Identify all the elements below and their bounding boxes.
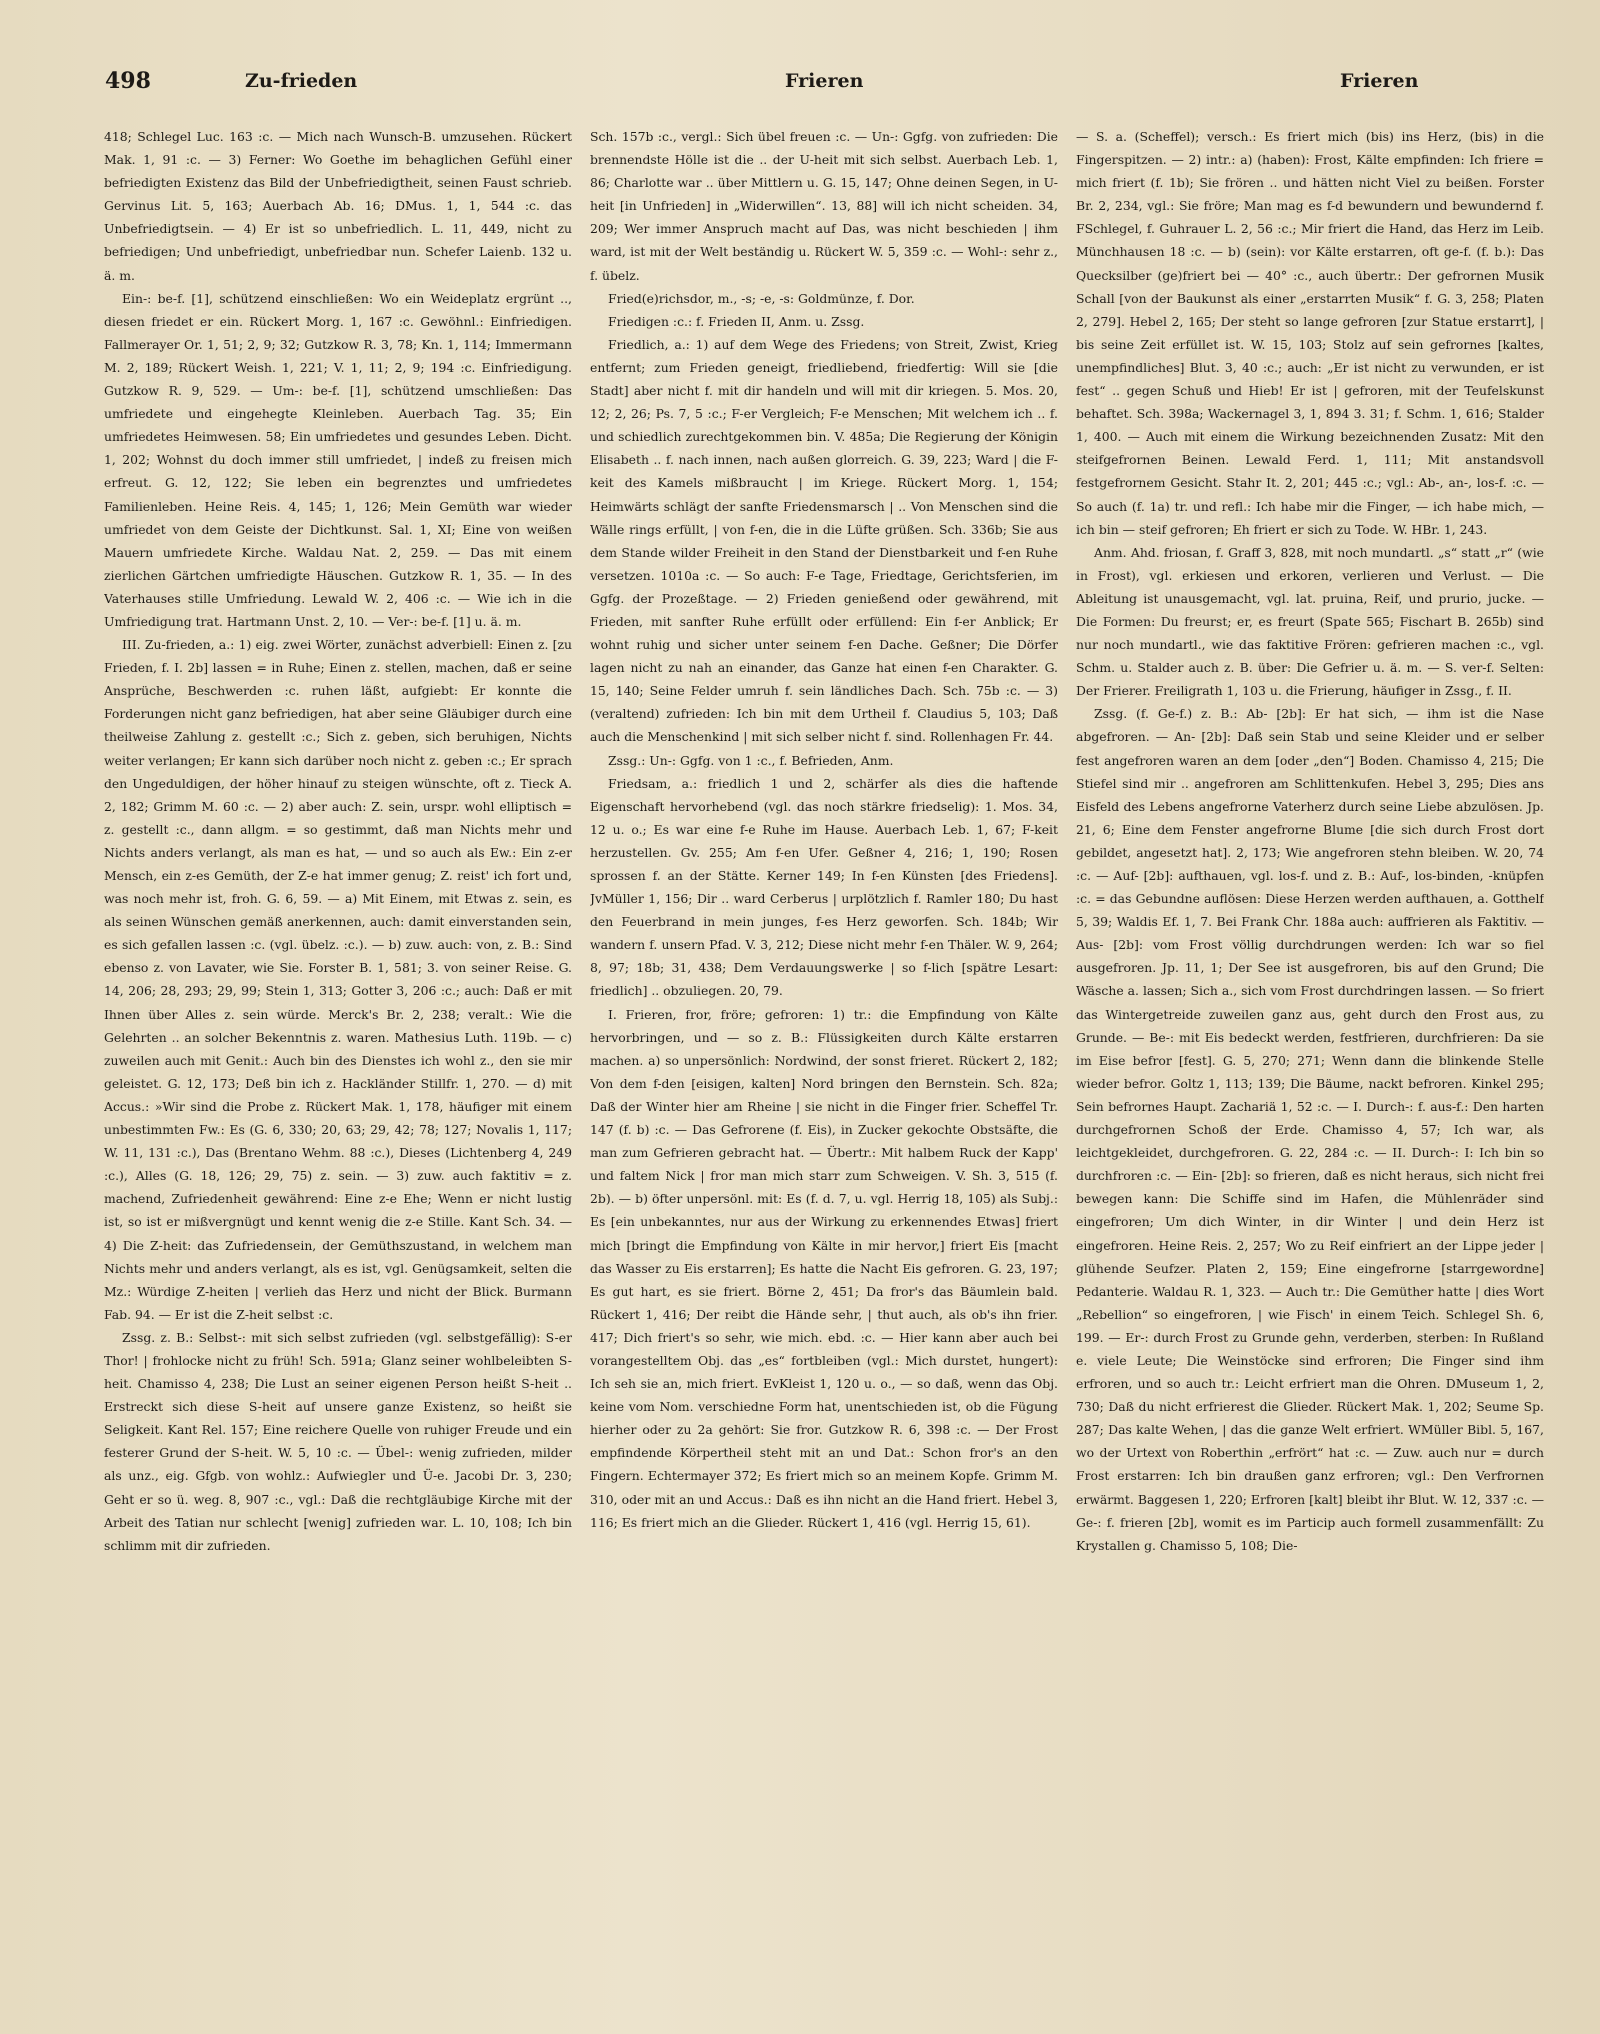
running-header: [105, 68, 1550, 108]
dictionary-entry-paragraph: Friedsam, a.: friedlich 1 und 2, schärfer als dies die haftende Eigenschaft hervorhebend (vgl. das noch stärkre friedselig): 1. Mos. 34, 12 u. o.; Es war eine f-e Ruhe im Hause. Auerbach Leb. 1, 67; F-keit herzustellen. Gv. 255; Am f-en Ufer. Geßner 4, 216; 1, 190; Rosen sprossen f. an der Stätte. Kerner 149; In f-en Künsten [des Friedens]. JvMüller 1, 156; Dir .. ward Cerberus | urplötzlich f. Ramler 180; Du hast den Feuerbrand in mein junges, f-es Herz geworfen. Sch. 184b; Wir wandern f. unsern Pfad. V. 3, 212; Diese nicht mehr f-en Thäler. W. 9, 264; 8, 97; 18b; 31, 438; Dem Verdauungswerke | so f-lich [spätre Lesart: friedlich] .. obzuliegen. 20, 79.: [590, 775, 1058, 999]
dictionary-entry-paragraph: III. Zu-frieden, a.: 1) eig. zwei Wörter, zunächst adverbiell: Einen z. [zu Frieden, f. I. 2b] lassen = in Ruhe; Einen z. stellen, machen, daß er seine Ansprüche, Beschwerden :c. ruhen läßt, aufgiebt: Er konnte die Forderungen nicht ganz befriedigen, hat aber seine Gläubiger durch eine theilweise Zahlung z. gestellt :c.; Sich z. geben, sich beruhigen, Nichts weiter verlangen; Er kann sich darüber noch nicht z. geben :c.; Er sprach den Ungeduldigen, der höher hinauf zu steigen wünschte, oft z. Tieck A. 2, 182; Grimm M. 60 :c. — 2) aber auch: Z. sein, urspr. wohl elliptisch = z. gestellt :c., dann allgm. = so gestimmt, daß man Nichts mehr und Nichts anders verlangt, als man es hat, — und so auch als Ew.: Ein z-er Mensch, ein z-es Gemüth, der Z-e hat immer genug; Z. reist' ich fort und, was noch mehr ist, froh. G. 6, 59. — a) Mit Einem, mit Etwas z. sein, es als seinen Wünschen gemäß anerkennen, auch: damit einverstanden sein, es sich gefallen lassen :c. (vgl. übelz. :c.). — b) zuw. auch: von, z. B.: Sind ebenso z. von Lavater, wie Sie. Forster B. 1, 581; 3. von seiner Reise. G. 14, 206; 28, 293; 29, 99; Stein 1, 313; Gotter 3, 206 :c.; auch: Daß er mit Ihnen über Alles z. sein würde. Merck's Br. 2, 238; veralt.: Wie die Gelehrten .. an solcher Bekenntnis z. waren. Mathesius Luth. 119b. — c) zuweilen auch mit Genit.: Auch bin des Dienstes ich wohl z., den sie mir geleistet. G. 12, 173; Deß bin ich z. Hackländer Stillfr. 1, 270. — d) mit Accus.: »Wir sind die Probe z. Rückert Mak. 1, 178, häufiger mit einem unbestimmten Fw.: Es (G. 6, 330; 20, 63; 29, 42; 78; 127; Novalis 1, 117; W. 11, 131 :c.), Das (Brentano Wehm. 88 :c.), Dieses (Lichtenberg 4, 249 :c.), Alles (G. 18, 126; 29, 75) z. sein. — 3) zuw. auch faktitiv = z. machend, Zufriedenheit gewährend: Eine z-e Ehe; Wenn er nicht lustig ist, so ist er mißvergnügt und kennt wenig die z-e Stille. Kant Sch. 34. — 4) Die Z-heit: das Zufriedensein, der Gemüthszustand, in welchem man Nichts mehr und anders verlangt, als es ist, vgl. Genügsamkeit, selten die Mz.: Würdige Z-heiten | verlieh das Herz und nicht der Blick. Burmann Fab. 94. — Er ist die Z-heit selbst :c.: [104, 637, 572, 1322]
dictionary-entry-paragraph: Friedigen :c.: f. Frieden II, Anm. u. Zssg.: [608, 313, 865, 329]
column-right: [1076, 125, 1544, 1995]
right-running-head: Frieren: [1340, 70, 1419, 92]
column-center: [590, 125, 1058, 1995]
center-running-head: Frieren: [785, 70, 864, 92]
dictionary-entry-paragraph: I. Frieren, fror, fröre; gefroren: 1) tr.: die Empfindung von Kälte hervorbringen, und — so z. B.: Flüssigkeiten durch Kälte erstarren machen. a) so unpersönlich: Nordwind, der sonst frieret. Rückert 2, 182; Von dem f-den [eisigen, kalten] Nord bringen den Bernstein. Sch. 82a; Daß der Winter hier am Rheine | sie nicht in die Finger frier. Scheffel Tr. 147 (f. b) :c. — Das Gefrorene (f. Eis), in Zucker gekochte Obstsäfte, die man zum Gefrieren gebracht hat. — Übertr.: Mit halbem Ruck der Kapp' und faltem Nick | fror man mich starr zum Schweigen. V. Sh. 3, 515 (f. 2b). — b) öfter unpersönl. mit: Es (f. d. 7, u. vgl. Herrig 18, 105) als Subj.: Es [ein unbekanntes, nur aus der Wirkung zu erkennendes Etwas] friert mich [bringt die Empfindung von Kälte in mir hervor,] friert Eis [macht das Wasser zu Eis erstarren]; Es hatte die Nacht Eis gefroren. G. 23, 197; Es gut hart, es sie friert. Börne 2, 451; Da fror's das Bäumlein bald. Rückert 1, 416; Der reibt die Hände sehr, | thut auch, als ob's ihn frier. 417; Dich friert's so sehr, wie mich. ebd. :c. — Hier kann aber auch bei vorangestelltem Obj. das „es“ fortbleiben (vgl.: Mich durstet, hungert): Ich seh sie an, mich friert. EvKleist 1, 120 u. o., — so daß, wenn das Obj. keine vom Nom. verschiedne Form hat, unentschieden ist, ob die Fügung hierher oder zu 2a gehört: Sie fror. Gutzkow R. 6, 398 :c. — Der Frost empfindende Körpertheil steht mit an und Dat.: Schon fror's an den Fingern. Echtermayer 372; Es friert mich so an meinem Kopfe. Grimm M. 310, oder mit an und Accus.: Daß es ihn nicht an die Hand friert. Hebel 3, 116; Es friert mich an die Glieder. Rückert 1, 416 (vgl. Herrig 15, 61).: [590, 1006, 1058, 1530]
dictionary-entry-paragraph: Fried(e)richsdor, m., -s; -e, -s: Goldmünze, f. Dor.: [608, 290, 915, 306]
left-running-head: Zu-frieden: [245, 70, 358, 92]
dictionary-entry-paragraph: — S. a. (Scheffel); versch.: Es friert mich (bis) ins Herz, (bis) in die Fingerspitzen. — 2) intr.: a) (haben): Frost, Kälte empfinden: Ich friere = mich friert (f. 1b); Sie frören .. und hätten nicht Viel zu beißen. Forster Br. 2, 234, vgl.: Sie fröre; Man mag es f-d bewundern und bewundernd f. FSchlegel, f. Guhrauer L. 2, 56 :c.; Mir friert die Hand, das Herz im Leib. Münchhausen 18 :c. — b) (sein): vor Kälte erstarren, oft ge-f. (f. b.): Das Quecksilber (ge)friert bei — 40° :c., auch übertr.: Der gefrornen Musik Schall [von der Baukunst als einer „erstarrten Musik“ f. G. 3, 258; Platen 2, 279]. Hebel 2, 165; Der steht so lange gefroren [zur Statue erstarrt], | bis seine Zeit erfüllet ist. W. 15, 103; Stolz auf sein gefrornes [kaltes, unempfindliches] Blut. 3, 40 :c.; auch: „Er ist nicht zu verwunden, er ist fest“ .. gegen Schuß und Hieb! Er ist | gefroren, mit der Teufelskunst behaftet. Sch. 398a; Wackernagel 3, 1, 894 3. 31; f. Schm. 1, 616; Stalder 1, 400. — Auch mit einem die Wirkung bezeichnenden Zusatz: Mit den steifgefrornen Beinen. Lewald Ferd. 1, 111; Mit anstandsvoll festgefrornem Gesicht. Stahr It. 2, 201; 445 :c.; vgl.: Ab-, an-, los-f. :c. — So auch (f. 1a) tr. und refl.: Ich habe mir die Finger, — ich habe mich, — ich bin — steif gefroren; Eh friert er sich zu Tode. W. HBr. 1, 243.: [1076, 129, 1544, 537]
dictionary-entry-paragraph: Anm. Ahd. friosan, f. Graff 3, 828, mit noch mundartl. „s“ statt „r“ (wie in Frost), vgl. erkiesen und erkoren, verlieren und Verlust. — Die Ableitung ist unausgemacht, vgl. lat. pruina, Reif, und prurio, jucke. — Die Formen: Du freurst; er, es freurt (Spate 565; Fischart B. 265b) sind nur noch mundartl., wie das faktitive Frören: gefrieren machen :c., vgl. Schm. u. Stalder auch z. B. über: Die Gefrier u. ä. m. — S. ver-f. Selten: Der Frierer. Freiligrath 1, 103 u. die Frierung, häufiger in Zssg., f. II.: [1076, 544, 1544, 699]
dictionary-entry-paragraph: Ein-: be-f. [1], schützend einschließen: Wo ein Weideplatz ergrünt .., diesen friedet er ein. Rückert Morg. 1, 167 :c. Gewöhnl.: Einfriedigen. Fallmerayer Or. 1, 51; 2, 9; 32; Gutzkow R. 3, 78; Kn. 1, 114; Immermann M. 2, 189; Rückert Weish. 1, 221; V. 1, 11; 2, 9; 194 :c. Einfriedigung. Gutzkow R. 9, 529. — Um-: be-f. [1], schützend umschließen: Das umfriedete und eingehegte Kleinleben. Auerbach Tag. 35; Ein umfriedetes Heimwesen. 58; Ein umfriedetes und gesundes Leben. Dicht. 1, 202; Wohnst du doch immer still umfriedet, | indeß zu freisen mich erfreut. G. 12, 122; Sie leben ein begrenztes und umfriedetes Familienleben. Heine Reis. 4, 145; 1, 126; Mein Gemüth war wieder umfriedet von dem Geiste der Dichtkunst. Sal. 1, XI; Eine von weißen Mauern umfriedete Kirche. Waldau Nat. 2, 259. — Das mit einem zierlichen Gärtchen umfriedigte Häuschen. Gutzkow R. 1, 35. — In des Vaterhauses stille Umfriedung. Lewald W. 2, 406 :c. — Wie ich in die Umfriedigung trat. Hartmann Unst. 2, 10. — Ver-: be-f. [1] u. ä. m.: [104, 290, 572, 629]
dictionary-entry-paragraph: Zssg. (f. Ge-f.) z. B.: Ab- [2b]: Er hat sich, — ihm ist die Nase abgefroren. — An- [2b]: Daß sein Stab und seine Kleider und er selber fest angefroren waren an dem [oder „den“] Boden. Chamisso 4, 215; Die Stiefel sind mir .. angefroren am Schlittenkufen. Hebel 3, 295; Dies ans Eisfeld des Lebens angefrorne Vaterherz durch seine Liebe abzulösen. Jp. 21, 6; Eine dem Fenster angefrorne Blume [die sich durch Frost dort gebildet, angesetzt hat]. 2, 173; Wie angefroren stehn bleiben. W. 20, 74 :c. — Auf- [2b]: aufthauen, vgl. los-f. und z. B.: Auf-, los-binden, -knüpfen :c. = das Gebundne auflösen: Diese Herzen werden aufthauen, a. Gotthelf 5, 39; Waldis Ef. 1, 7. Bei Frank Chr. 188a auch: auffrieren als Faktitiv. — Aus- [2b]: vom Frost völlig durchdrungen werden: Ich war so fiel ausgefroren. Jp. 11, 1; Der See ist ausgefroren, bis auf den Grund; Die Wäsche a. lassen; Sich a., sich vom Frost durchdringen lassen. — So friert das Wintergetreide zuweilen ganz aus, geht durch den Frost aus, zu Grunde. — Be-: mit Eis bedeckt werden, festfrieren, durchfrieren: Da sie im Eise befror [fest]. G. 5, 270; 271; Wenn dann die blinkende Stelle wieder befror. Goltz 1, 113; 139; Die Bäume, nackt befroren. Kinkel 295; Sein befrornes Haupt. Zachariä 1, 52 :c. — I. Durch-: f. aus-f.: Den harten durchgefrornen Schoß der Erde. Chamisso 4, 57; Ich war, als leichtgekleidet, durchgefroren. G. 22, 284 :c. — II. Durch-: I: Ich bin so durchfroren :c. — Ein- [2b]: so frieren, daß es nicht heraus, sich nicht frei bewegen kann: Die Schiffe sind im Hafen, die Mühlenräder sind eingefroren; Um dich Winter, in dir Winter | und dein Herz ist eingefroren. Heine Reis. 2, 257; Wo zu Reif einfriert an der Lippe jeder | glühende Seufzer. Platen 2, 159; Eine eingefrorne [starrgewordne] Pedanterie. Waldau R. 1, 323. — Auch tr.: Die Gemüther hatte | dies Wort „Rebellion“ so eingefroren, | wie Fisch' in einem Teich. Schlegel Sh. 6, 199. — Er-: durch Frost zu Grunde gehn, verderben, sterben: In Rußland e. viele Leute; Die Weinstöcke sind erfroren; Die Finger sind ihm erfroren, und so auch tr.: Leicht erfriert man die Ohren. DMuseum 1, 2, 730; Daß du nicht erfrierest die Glieder. Rückert Mak. 1, 202; Seume Sp. 287; Das kalte Wehen, | das die ganze Welt erfriert. WMüller Bibl. 5, 167, wo der Urtext von Roberthin „erfrört“ hat :c. — Zuw. auch nur = durch Frost erstarren: Ich bin draußen ganz erfroren; vgl.: Den Verfrornen erwärmt. Baggesen 1, 220; Erfroren [kalt] bleibt ihr Blut. W. 12, 337 :c. — Ge-: f. frieren [2b], womit es im Particip auch formell zusammenfällt: Zu Krystallen g. Chamisso 5, 108; Die-: [1076, 706, 1544, 1553]
dictionary-entry-paragraph: Friedlich, a.: 1) auf dem Wege des Friedens; von Streit, Zwist, Krieg entfernt; zum Frieden geneigt, friedliebend, friedfertig: Will sie [die Stadt] aber nicht f. mit dir handeln und will mit dir kriegen. 5. Mos. 20, 12; 2, 26; Ps. 7, 5 :c.; F-er Vergleich; F-e Menschen; Mit welchem ich .. f. und schiedlich zurechtgekommen bin. V. 485a; Die Regierung der Königin Elisabeth .. f. nach innen, nach außen glorreich. G. 39, 223; Ward | die F-keit des Kamels mißbraucht | im Kriege. Rückert Morg. 1, 154; Heimwärts schlägt der sanfte Friedensmarsch | .. Von Menschen sind die Wälle rings erfüllt, | von f-en, die in die Lüfte grüßen. Sch. 336b; Sie aus dem Stande wilder Freiheit in den Stand der Dienstbarkeit und f-en Ruhe versetzen. 1010a :c. — So auch: F-e Tage, Friedtage, Gerichtsferien, im Ggfg. der Prozeßtage. — 2) Frieden genießend oder gewährend, mit Frieden, mit sanfter Ruhe erfüllt oder erfüllend: Ein f-er Anblick; Er wohnt ruhig und sicher unter seinem f-en Dache. Geßner; Die Dörfer lagen nicht zu nah an einander, das Ganze hat einen f-en Charakter. G. 15, 140; Seine Felder umruh f. sein ländliches Dach. Sch. 75b :c. — 3) (veraltend) zufrieden: Ich bin mit dem Urtheil f. Claudius 5, 103; Daß auch die Menschenkind | mit sich selber nicht f. sind. Rollenhagen Fr. 44.: [590, 336, 1058, 745]
dictionary-entry-paragraph: Sch. 157b :c., vergl.: Sich übel freuen :c. — Un-: Ggfg. von zufrieden: Die brennendste Hölle ist die .. der U-heit mit sich selbst. Auerbach Leb. 1, 86; Charlotte war .. über Mittlern u. G. 15, 147; Ohne deinen Segen, in U-heit [in Unfrieden] in „Widerwillen“. 13, 88] will ich nicht scheiden. 34, 209; Wer immer Anspruch macht auf Das, was nicht beschieden | ihm ward, ist mit der Welt beständig u. Rückert W. 5, 359 :c. — Wohl-: sehr z., f. übelz.: [590, 129, 1058, 283]
dictionary-entry-paragraph: 418; Schlegel Luc. 163 :c. — Mich nach Wunsch-B. umzusehen. Rückert Mak. 1, 91 :c. — 3) Ferner: Wo Goethe im behaglichen Gefühl einer befriedigten Existenz das Bild der Unbefriedigtheit, seinen Faust schrieb. Gervinus Lit. 5, 163; Auerbach Ab. 16; DMus. 1, 1, 544 :c. das Unbefriedigtsein. — 4) Er ist so unbefriedlich. L. 11, 449, nicht zu befriedigen; Und unbefriedigt, unbefriedbar nun. Schefer Laienb. 132 u. ä. m.: [104, 129, 572, 283]
page-number: 498: [105, 68, 151, 94]
dictionary-entry-paragraph: Zssg. z. B.: Selbst-: mit sich selbst zufrieden (vgl. selbstgefällig): S-er Thor! | frohlocke nicht zu früh! Sch. 591a; Glanz seiner wohlbeleibten S-heit. Chamisso 4, 238; Die Lust an seiner eigenen Person heißt S-heit .. Erstreckt sich diese S-heit auf unsere ganze Existenz, so heißt sie Seligkeit. Kant Rel. 157; Eine reichere Quelle von ruhiger Freude und ein festerer Grund der S-heit. W. 5, 10 :c. — Übel-: wenig zufrieden, milder als unz., eig. Gfgb. von wohlz.: Aufwiegler und Ü-e. Jacobi Dr. 3, 230; Geht er so ü. weg. 8, 907 :c., vgl.: Daß die rechtgläubige Kirche mit der Arbeit des Tatian nur schlecht [wenig] zufrieden war. L. 10, 108; Ich bin schlimm mit dir zufrieden.: [104, 1329, 572, 1553]
column-left: [104, 125, 572, 1995]
dictionary-entry-paragraph: Zssg.: Un-: Ggfg. von 1 :c., f. Befrieden, Anm.: [608, 752, 894, 768]
